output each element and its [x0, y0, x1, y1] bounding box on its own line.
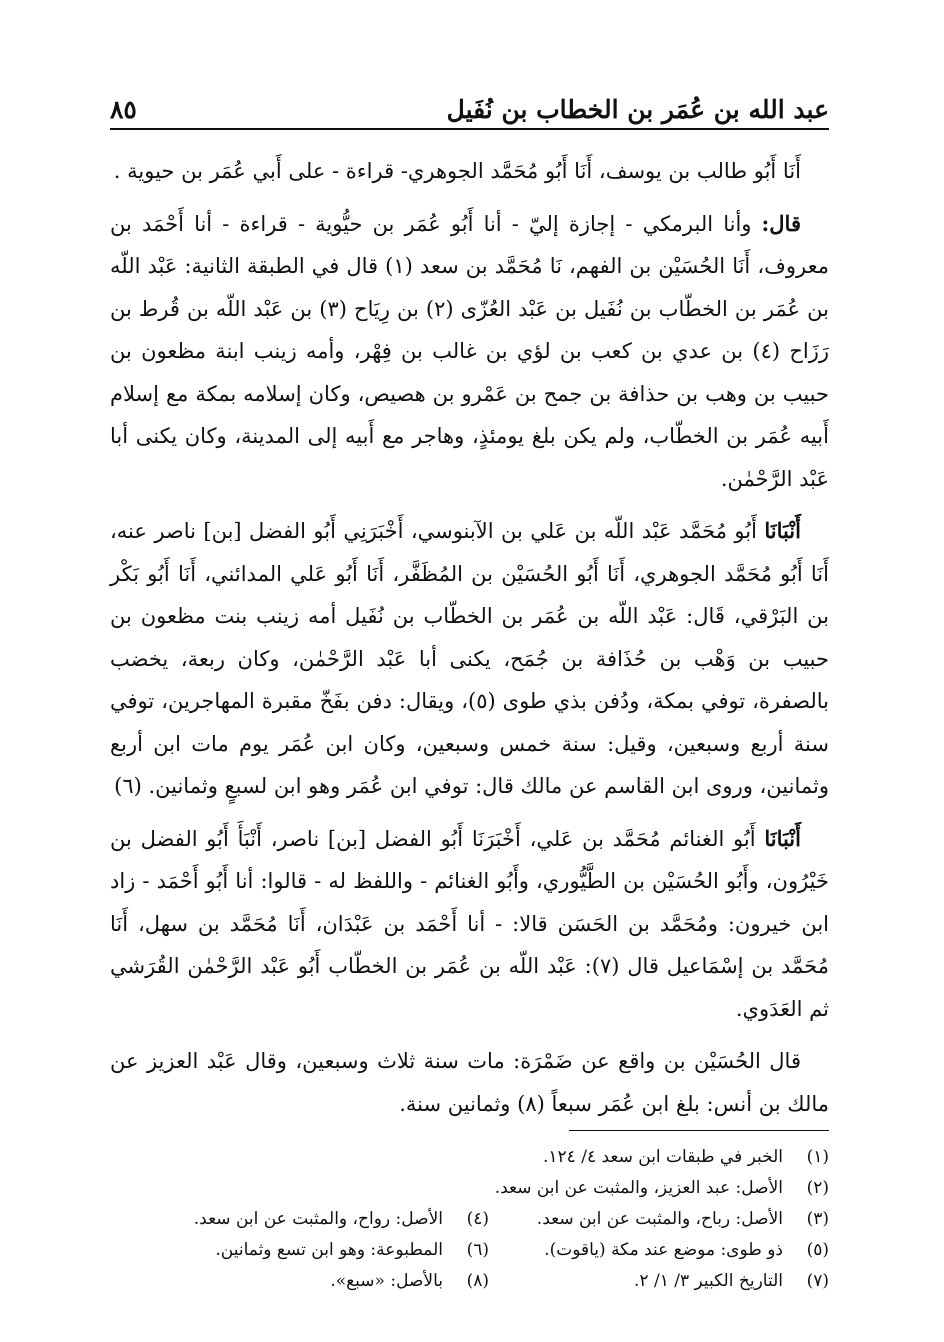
paragraph-lead: أَنْبَانَا — [764, 825, 801, 851]
footnote-2 — [495, 1173, 829, 1204]
paragraph-text: أَبُو مُحَمَّد عَبْد اللّه بن عَلي بن الآبنوسي، أَخْبَرَنِي أَبُو الفضل [بن] ناصر عنه، أَنَا أَبُو مُحَمَّد الجوهري، أَنَا أَبُو الحُسَيْن بن المُظَفَّر، أَنَا أَبُو عَلي المدائني، أَنَا أَبُو بَكْر بن البَرْقي، قَال: عَبْد اللّه بن عُمَر بن الخطّاب بن نُفَيل أمه زينب بنت مظعون بن حبيب بن وَهْب بن حُذَافة بن جُمَح، يكنى أبا عَبْد الرَّحْمٰن، وكان ربعة، يخضب بالصفرة، توفي بمكة، ودُفن بذي طوى (٥)، ويقال: دفن بفَخّ مقبرة المهاجرين، توفي سنة أربع وسبعين، وقيل: سنة خمس وسبعين، وكان ابن عُمَر يوم مات ابن أربع وثمانين، وروى ابن القاسم عن مالك قال: توفي ابن عُمَر وهو ابن لسبعٍ وثمانين. (٦) — [110, 519, 829, 798]
footnote-4 — [149, 1204, 489, 1235]
footnote-number: (٢) — [806, 1178, 829, 1198]
footnote-row — [110, 1142, 829, 1173]
footnotes — [110, 1142, 829, 1297]
footnote-number: (٦) — [466, 1240, 489, 1260]
footnote-text: الأصل: رواح، والمثبت عن ابن سعد. — [193, 1209, 443, 1229]
footnote-text: الخبر في طبقات ابن سعد ٤/ ١٢٤. — [542, 1147, 783, 1167]
footnote-row — [110, 1235, 829, 1266]
footnote-row — [110, 1173, 829, 1204]
footnote-row — [110, 1266, 829, 1297]
footnote-number: (٤) — [466, 1209, 489, 1229]
footnote-number: (٧) — [806, 1271, 829, 1291]
footnote-text: الأصل: عبد العزيز، والمثبت عن ابن سعد. — [494, 1178, 783, 1198]
paragraph-lead: أَنْبَانَا — [764, 518, 801, 543]
paragraph-5 — [110, 1040, 829, 1125]
footnote-5 — [489, 1235, 829, 1266]
footnote-8 — [149, 1266, 489, 1297]
paragraph-3 — [110, 510, 829, 808]
paragraph-lead: قال: — [761, 210, 801, 236]
footnote-number: (٥) — [806, 1240, 829, 1260]
footnote-3 — [489, 1204, 829, 1235]
footnote-row — [110, 1204, 829, 1235]
paragraph-text: أَبُو الغنائم مُحَمَّد بن عَلي، أَخْبَرَنَا أَبُو الفضل [بن] ناصر، أَنْبَأَ أَبُو الفضل بن خَيْرُون، وأَبُو الحُسَيْن بن الطَّيُّوري، وأَبُو الغنائم - واللفظ له - قالوا: أنا أَبُو أَحْمَد - زاد ابن خيرون: ومُحَمَّد بن الحَسَن قالا: - أنا أَحْمَد بن عَبْدَان، أَنَا مُحَمَّد بن سهل، أَنَا مُحَمَّد بن إسْمَاعيل قال (٧): عَبْد اللّه بن عُمَر بن الخطّاب أَبُو عَبْد الرَّحْمٰن القُرَشي ثم العَدَوي. — [110, 826, 829, 1021]
footnote-number: (١) — [806, 1147, 829, 1167]
page-header — [110, 82, 829, 130]
page-number: ٨٥ — [110, 95, 137, 124]
footnote-number: (٣) — [806, 1209, 829, 1229]
paragraph-4 — [110, 818, 829, 1031]
footnote-1 — [543, 1142, 829, 1173]
paragraph-text: وأنا البرمكي - إجازة إليّ - أنا أَبُو عُمَر بن حيُّوية - قراءة - أنا أَحْمَد بن معروف، أَنَا الحُسَيْن بن الفهم، نَا مُحَمَّد بن سعد (١) قال في الطبقة الثانية: عَبْد اللّه بن عُمَر بن الخطّاب بن نُفَيل بن عَبْد العُزّى (٢) بن رِيَاح (٣) بن عَبْد اللّه بن قُرط بن رَزَاح (٤) بن عدي بن كعب بن لؤي بن غالب بن فِهْر، وأمه زينب ابنة مظعون بن حبيب بن وهب بن حذافة بن جمح بن عَمْرو بن هصيص، وكان إسلامه بمكة مع إسلام أَبيه عُمَر بن الخطّاب، ولم يكن بلغ يومئذٍ، وهاجر مع أَبيه إلى المدينة، وكان يكنى أبا عَبْد الرَّحْمٰن. — [110, 211, 829, 491]
footnote-divider — [569, 1130, 829, 1131]
main-text — [110, 150, 829, 1135]
footnote-text: الأصل: رباح، والمثبت عن ابن سعد. — [536, 1209, 783, 1229]
footnote-number: (٨) — [466, 1271, 489, 1291]
paragraph-2 — [110, 203, 829, 501]
footnote-7 — [489, 1266, 829, 1297]
paragraph-1 — [110, 150, 829, 193]
footnote-6 — [149, 1235, 489, 1266]
footnote-text: بالأصل: «سبع». — [330, 1271, 443, 1291]
running-head: عبد الله بن عُمَر بن الخطاب بن نُفَيل — [446, 95, 829, 124]
paragraph-text: أَنَا أَبُو طالب بن يوسف، أَنَا أَبُو مُحَمَّد الجوهري- قراءة - على أَبي عُمَر بن حيوية . — [113, 159, 801, 183]
footnote-text: المطبوعة: وهو ابن تسع وثمانين. — [215, 1240, 443, 1260]
paragraph-text: قال الحُسَيْن بن واقع عن ضَمْرَة: مات سنة ثلاث وسبعين، وقال عَبْد العزيز عن مالك بن أنس: بلغ ابن عُمَر سبعاً (٨) وثمانين سنة. — [110, 1049, 829, 1116]
footnote-text: التاريخ الكبير ٣/ ١/ ٢. — [634, 1271, 783, 1291]
footnote-text: ذو طوى: موضع عند مكة (ياقوت). — [544, 1240, 783, 1260]
